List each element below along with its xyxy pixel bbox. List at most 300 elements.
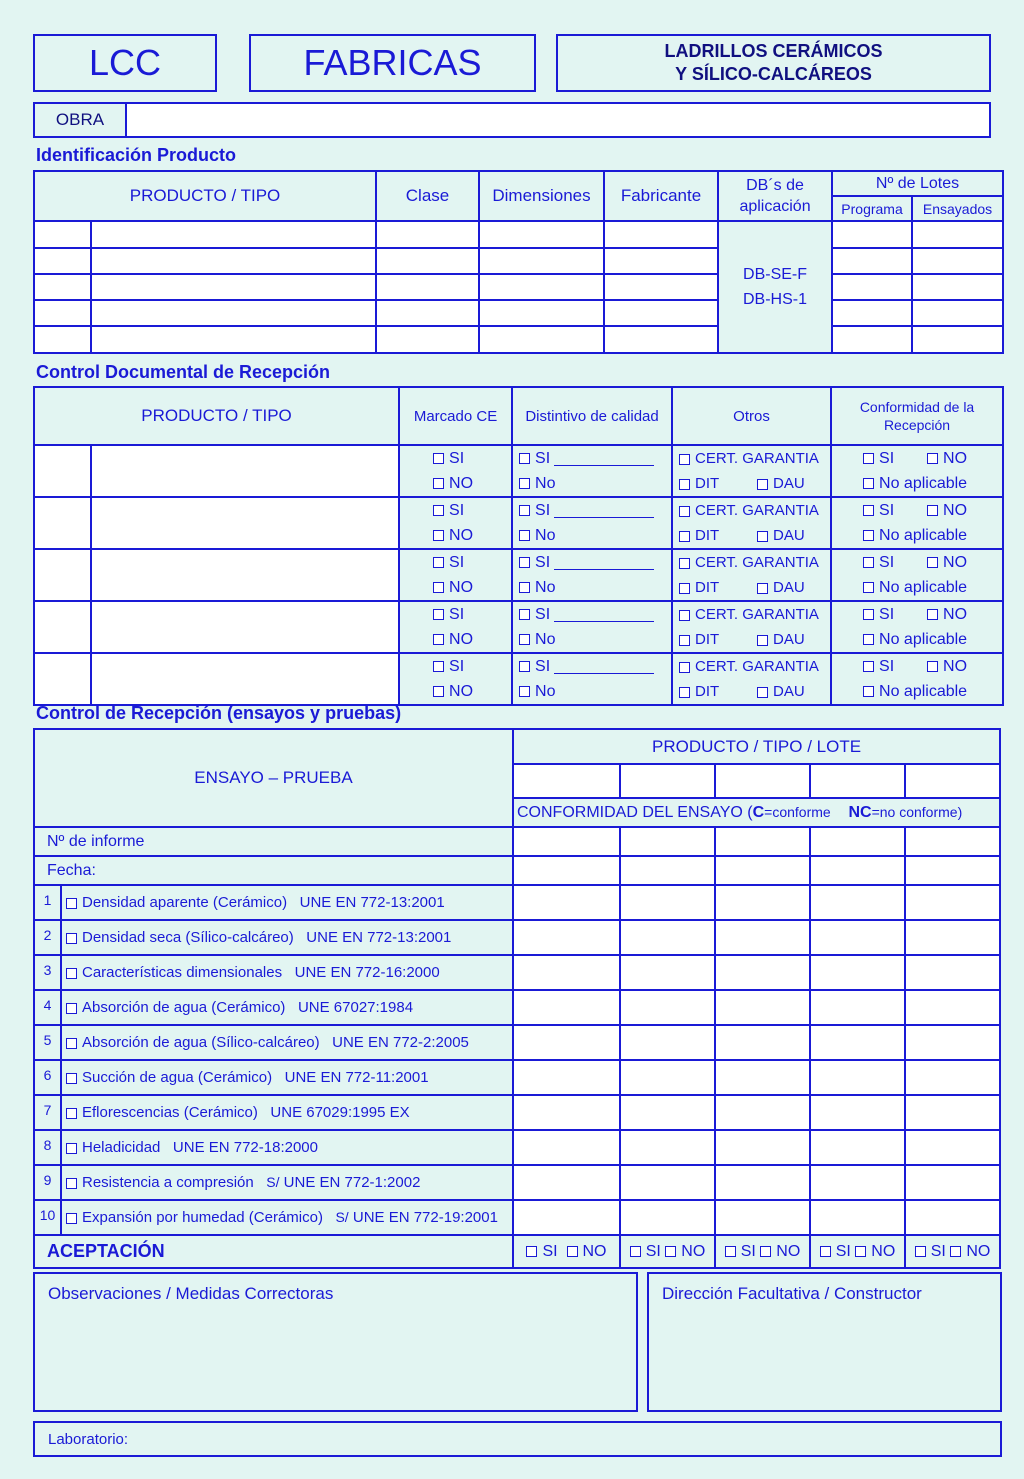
id-cell[interactable] [376,248,479,274]
lote-cell[interactable] [513,764,620,798]
cd-producto-cell[interactable] [91,653,399,705]
test-norm: UNE EN 772-13:2001 [306,929,452,946]
test-result-cell[interactable] [715,1060,810,1095]
distintivo-blank[interactable] [554,660,654,674]
test-row [34,1200,1000,1235]
checkbox-icon[interactable] [679,506,690,517]
test-name: Absorción de agua (Sílico-calcáreo) [82,1034,320,1051]
checkbox-icon[interactable] [519,530,530,541]
id-cell[interactable] [479,221,604,248]
test-result-cell[interactable] [513,1060,620,1095]
checkbox-icon[interactable] [679,610,690,621]
test-result-cell[interactable] [715,1200,810,1235]
test-result-cell[interactable] [905,1200,1000,1235]
form-title: FABRICAS [303,42,482,83]
acc-si: SI [542,1242,558,1260]
checkbox-icon[interactable] [433,661,444,672]
checkbox-icon[interactable] [526,1246,537,1257]
checkbox-icon[interactable] [863,530,874,541]
test-result-cell[interactable] [715,1165,810,1200]
cd-row [34,497,1003,549]
checkbox-icon[interactable] [679,558,690,569]
lote-cell[interactable] [715,764,810,798]
checkbox-icon[interactable] [433,634,444,645]
opt-no: NO [943,658,968,675]
id-cell[interactable] [91,274,376,300]
test-name-cell[interactable] [61,1130,513,1165]
test-result-cell[interactable] [810,885,905,920]
opt-dit: DIT [695,527,720,544]
cd-distintivo-cell [512,497,672,549]
form-subtitle-line2: Y SÍLICO-CALCÁREOS [675,64,872,84]
opt-si: SI [535,502,551,519]
checkbox-icon[interactable] [66,1038,77,1049]
cd-index-cell[interactable] [34,497,91,549]
test-name-cell[interactable] [61,990,513,1025]
checkbox-icon[interactable] [927,661,938,672]
test-name-cell[interactable] [61,1025,513,1060]
direccion-label: Dirección Facultativa / Constructor [662,1284,922,1303]
cd-distintivo-cell [512,601,672,653]
checkbox-icon[interactable] [950,1246,961,1257]
distintivo-blank[interactable] [554,452,654,466]
lote-cell[interactable] [620,764,715,798]
cd-otros-cell [672,601,831,653]
test-result-cell[interactable] [905,1095,1000,1130]
checkbox-icon[interactable] [927,453,938,464]
test-result-cell[interactable] [715,1025,810,1060]
id-cell[interactable] [604,326,718,353]
test-row [34,1130,1000,1165]
distintivo-blank[interactable] [554,504,654,518]
checkbox-icon[interactable] [863,582,874,593]
id-cell[interactable] [479,274,604,300]
test-result-cell[interactable] [513,1200,620,1235]
section-control-documental: Control Documental de Recepción [36,362,331,382]
checkbox-icon[interactable] [927,557,938,568]
cd-conformidad-cell [831,653,1003,705]
id-cell[interactable] [34,221,91,248]
test-result-cell[interactable] [620,1130,715,1165]
cd-otros-cell [672,549,831,601]
test-row [34,885,1000,920]
checkbox-icon[interactable] [757,687,768,698]
checkbox-icon[interactable] [725,1246,736,1257]
test-result-cell[interactable] [620,920,715,955]
checkbox-icon[interactable] [519,478,530,489]
distintivo-blank[interactable] [554,556,654,570]
test-result-cell[interactable] [810,990,905,1025]
test-result-cell[interactable] [513,955,620,990]
checkbox-icon[interactable] [863,686,874,697]
test-result-cell[interactable] [620,1025,715,1060]
conformidad-c: C [752,803,765,821]
checkbox-icon[interactable] [679,479,690,490]
fecha-cell[interactable] [513,856,620,885]
id-cell[interactable] [91,221,376,248]
checkbox-icon[interactable] [679,635,690,646]
id-cell[interactable] [376,221,479,248]
id-cell[interactable] [91,248,376,274]
cd-otros-cell [672,653,831,705]
opt-si: SI [449,658,465,675]
cd-distintivo-cell [512,549,672,601]
test-result-cell[interactable] [905,1130,1000,1165]
test-result-cell[interactable] [513,990,620,1025]
test-result-cell[interactable] [810,1095,905,1130]
id-cell[interactable] [91,326,376,353]
cd-col-distintivo: Distintivo de calidad [512,387,672,445]
test-result-cell[interactable] [513,1025,620,1060]
conformidad-text: CONFORMIDAD DEL ENSAYO ( [517,803,753,821]
cd-marcado-cell [399,601,512,653]
checkbox-icon[interactable] [679,662,690,673]
checkbox-icon[interactable] [66,1108,77,1119]
checkbox-icon[interactable] [855,1246,866,1257]
test-result-cell[interactable] [810,1130,905,1165]
cd-index-cell[interactable] [34,549,91,601]
id-cell[interactable] [912,248,1003,274]
opt-no-aplicable: No aplicable [879,631,968,648]
opt-dau: DAU [773,631,805,648]
opt-si: SI [449,606,465,623]
test-norm: UNE EN 772-16:2000 [294,964,440,981]
checkbox-icon[interactable] [519,609,530,620]
test-name-cell[interactable] [61,955,513,990]
col-ensayados: Ensayados [912,196,1003,221]
observaciones-label: Observaciones / Medidas Correctoras [48,1284,334,1303]
control-documental-table [33,386,1004,706]
checkbox-icon[interactable] [757,635,768,646]
test-norm: UNE EN 772-11:2001 [284,1069,429,1086]
aceptacion-cell[interactable] [715,1235,810,1268]
opt-no: No [535,631,556,648]
cd-index-cell[interactable] [34,653,91,705]
opt-no: NO [943,554,968,571]
checkbox-icon[interactable] [433,478,444,489]
test-result-cell[interactable] [905,990,1000,1025]
opt-si: SI [879,658,895,675]
id-cell[interactable] [832,221,912,248]
test-name: Heladicidad [82,1139,161,1156]
test-name-cell[interactable] [61,1060,513,1095]
test-result-cell[interactable] [620,990,715,1025]
conformidad-nc-desc: =no conforme) [871,803,963,820]
checkbox-icon[interactable] [66,968,77,979]
acc-si: SI [835,1242,851,1260]
checkbox-icon[interactable] [863,634,874,645]
checkbox-icon[interactable] [679,583,690,594]
id-cell[interactable] [34,248,91,274]
checkbox-icon[interactable] [567,1246,578,1257]
test-result-cell[interactable] [905,885,1000,920]
checkbox-icon[interactable] [519,505,530,516]
informe-cell[interactable] [513,827,620,856]
id-cell[interactable] [832,300,912,326]
test-name-cell[interactable] [61,920,513,955]
id-cell[interactable] [376,300,479,326]
test-result-cell[interactable] [715,955,810,990]
test-result-cell[interactable] [513,1165,620,1200]
conformidad-ensayo [513,798,1000,827]
test-row [34,1095,1000,1130]
id-cell[interactable] [479,326,604,353]
cd-index-cell[interactable] [34,601,91,653]
checkbox-icon[interactable] [519,582,530,593]
cd-conformidad-cell [831,445,1003,497]
lote-cell[interactable] [905,764,1000,798]
id-cell[interactable] [604,248,718,274]
checkbox-icon[interactable] [519,557,530,568]
checkbox-icon[interactable] [630,1246,641,1257]
cd-marcado-cell [399,445,512,497]
id-cell[interactable] [91,300,376,326]
id-cell[interactable] [34,326,91,353]
id-cell[interactable] [376,326,479,353]
checkbox-icon[interactable] [66,1178,77,1189]
test-result-cell[interactable] [905,1025,1000,1060]
direccion-box[interactable] [647,1272,1002,1412]
test-result-cell[interactable] [905,1165,1000,1200]
test-number: 10 [34,1200,61,1235]
checkbox-icon[interactable] [820,1246,831,1257]
checkbox-icon[interactable] [915,1246,926,1257]
opt-dau: DAU [773,683,805,700]
test-prefix: S/ [266,1174,280,1190]
fecha-cell[interactable] [905,856,1000,885]
cd-conformidad-cell [831,497,1003,549]
test-row [34,955,1000,990]
id-cell[interactable] [479,248,604,274]
test-name-cell[interactable] [61,885,513,920]
checkbox-icon[interactable] [66,1213,77,1224]
opt-cert: CERT. GARANTIA [695,450,819,467]
checkbox-icon[interactable] [433,453,444,464]
laboratorio-box[interactable] [33,1421,1002,1457]
id-cell[interactable] [832,248,912,274]
checkbox-icon[interactable] [757,583,768,594]
test-result-cell[interactable] [810,1200,905,1235]
test-result-cell[interactable] [905,955,1000,990]
test-result-cell[interactable] [810,1165,905,1200]
checkbox-icon[interactable] [519,686,530,697]
test-name: Características dimensionales [82,964,283,981]
opt-si: SI [449,554,465,571]
id-cell[interactable] [912,221,1003,248]
checkbox-icon[interactable] [433,505,444,516]
test-result-cell[interactable] [810,955,905,990]
test-result-cell[interactable] [513,1130,620,1165]
fecha-cell[interactable] [620,856,715,885]
test-result-cell[interactable] [810,1025,905,1060]
ensayo-prueba-header: ENSAYO – PRUEBA [34,729,513,827]
test-result-cell[interactable] [620,1165,715,1200]
observaciones-box[interactable] [33,1272,638,1412]
checkbox-icon[interactable] [863,478,874,489]
opt-cert: CERT. GARANTIA [695,606,819,623]
col-clase: Clase [376,171,479,221]
test-name: Expansión por humedad (Cerámico) [82,1209,323,1226]
test-result-cell[interactable] [620,885,715,920]
test-row [34,1025,1000,1060]
checkbox-icon[interactable] [66,1073,77,1084]
checkbox-icon[interactable] [760,1246,771,1257]
test-result-cell[interactable] [905,920,1000,955]
test-norm: UNE EN 772-19:2001 [352,1209,498,1226]
test-result-cell[interactable] [513,920,620,955]
checkbox-icon[interactable] [519,661,530,672]
test-row [34,1060,1000,1095]
col-dbs-line1: DB´s de [746,177,804,194]
opt-si: SI [879,450,895,467]
test-result-cell[interactable] [810,1060,905,1095]
opt-no: No [535,683,556,700]
checkbox-icon[interactable] [927,609,938,620]
checkbox-icon[interactable] [757,479,768,490]
opt-cert: CERT. GARANTIA [695,502,819,519]
aceptacion-cell[interactable] [905,1235,1000,1268]
test-result-cell[interactable] [715,885,810,920]
test-result-cell[interactable] [620,1200,715,1235]
checkbox-icon[interactable] [863,609,874,620]
test-prefix: S/ [335,1209,349,1225]
checkbox-icon[interactable] [863,505,874,516]
acc-si: SI [645,1242,661,1260]
test-result-cell[interactable] [715,1130,810,1165]
id-cell[interactable] [912,300,1003,326]
informe-cell[interactable] [620,827,715,856]
id-cell[interactable] [34,274,91,300]
cd-producto-cell[interactable] [91,445,399,497]
opt-no: No [535,475,556,492]
checkbox-icon[interactable] [863,453,874,464]
aceptacion-cell[interactable] [810,1235,905,1268]
checkbox-icon[interactable] [863,557,874,568]
informe-cell[interactable] [715,827,810,856]
test-row [34,920,1000,955]
form-subtitle-line1: LADRILLOS CERÁMICOS [664,41,883,61]
checkbox-icon[interactable] [927,505,938,516]
id-cell[interactable] [912,274,1003,300]
opt-si: SI [449,502,465,519]
db-hs-1: DB-HS-1 [743,291,808,308]
checkbox-icon[interactable] [433,686,444,697]
opt-si: SI [535,554,551,571]
checkbox-icon[interactable] [66,1003,77,1014]
cd-index-cell[interactable] [34,445,91,497]
cd-row [34,445,1003,497]
cd-producto-cell[interactable] [91,549,399,601]
cd-conformidad-cell [831,601,1003,653]
cd-col-marcado: Marcado CE [399,387,512,445]
checkbox-icon[interactable] [433,609,444,620]
id-cell[interactable] [479,300,604,326]
fecha-cell[interactable] [810,856,905,885]
db-se-f: DB-SE-F [743,266,808,283]
aceptacion-cell[interactable] [620,1235,715,1268]
aceptacion-label: ACEPTACIÓN [34,1235,513,1268]
test-norm: UNE EN 772-2:2005 [332,1034,469,1051]
acc-no: NO [776,1242,801,1260]
id-cell[interactable] [34,300,91,326]
cd-row [34,549,1003,601]
test-name-cell[interactable] [61,1165,513,1200]
test-result-cell[interactable] [620,955,715,990]
cd-row [34,601,1003,653]
cd-marcado-cell [399,549,512,601]
id-cell[interactable] [832,326,912,353]
opt-dau: DAU [773,527,805,544]
form-code: LCC [88,42,162,83]
id-cell[interactable] [604,221,718,248]
checkbox-icon[interactable] [757,531,768,542]
checkbox-icon[interactable] [66,1143,77,1154]
checkbox-icon[interactable] [519,634,530,645]
opt-dit: DIT [695,579,720,596]
id-cell[interactable] [376,274,479,300]
test-result-cell[interactable] [513,885,620,920]
checkbox-icon[interactable] [665,1246,676,1257]
lote-cell[interactable] [810,764,905,798]
checkbox-icon[interactable] [679,454,690,465]
test-result-cell[interactable] [513,1095,620,1130]
form-code-box [33,34,217,92]
test-name-cell[interactable] [61,1095,513,1130]
test-number: 8 [34,1130,61,1165]
id-cell[interactable] [912,326,1003,353]
col-producto-tipo: PRODUCTO / TIPO [34,171,376,221]
test-name-cell[interactable] [61,1200,513,1235]
cd-producto-cell[interactable] [91,497,399,549]
test-result-cell[interactable] [715,920,810,955]
test-result-cell[interactable] [620,1060,715,1095]
opt-dau: DAU [773,475,805,492]
informe-cell[interactable] [810,827,905,856]
checkbox-icon[interactable] [66,898,77,909]
opt-si: SI [879,606,895,623]
checkbox-icon[interactable] [66,933,77,944]
test-result-cell[interactable] [715,1095,810,1130]
checkbox-icon[interactable] [679,687,690,698]
acc-no: NO [966,1242,991,1260]
informe-cell[interactable] [905,827,1000,856]
opt-si: SI [535,658,551,675]
distintivo-blank[interactable] [554,608,654,622]
col-lotes: Nº de Lotes [832,171,1003,196]
test-result-cell[interactable] [620,1095,715,1130]
opt-si: SI [535,606,551,623]
id-cell[interactable] [604,274,718,300]
checkbox-icon[interactable] [519,453,530,464]
checkbox-icon[interactable] [433,530,444,541]
test-norm: UNE EN 772-13:2001 [299,894,445,911]
opt-no: NO [449,683,474,700]
id-cell[interactable] [832,274,912,300]
id-cell[interactable] [604,300,718,326]
cd-conformidad-cell [831,549,1003,601]
obra-input[interactable] [127,104,989,136]
checkbox-icon[interactable] [863,661,874,672]
test-result-cell[interactable] [905,1060,1000,1095]
test-result-cell[interactable] [810,920,905,955]
fecha-cell[interactable] [715,856,810,885]
checkbox-icon[interactable] [433,582,444,593]
checkbox-icon[interactable] [679,531,690,542]
test-result-cell[interactable] [715,990,810,1025]
checkbox-icon[interactable] [433,557,444,568]
cd-producto-cell[interactable] [91,601,399,653]
aceptacion-cell[interactable] [513,1235,620,1268]
